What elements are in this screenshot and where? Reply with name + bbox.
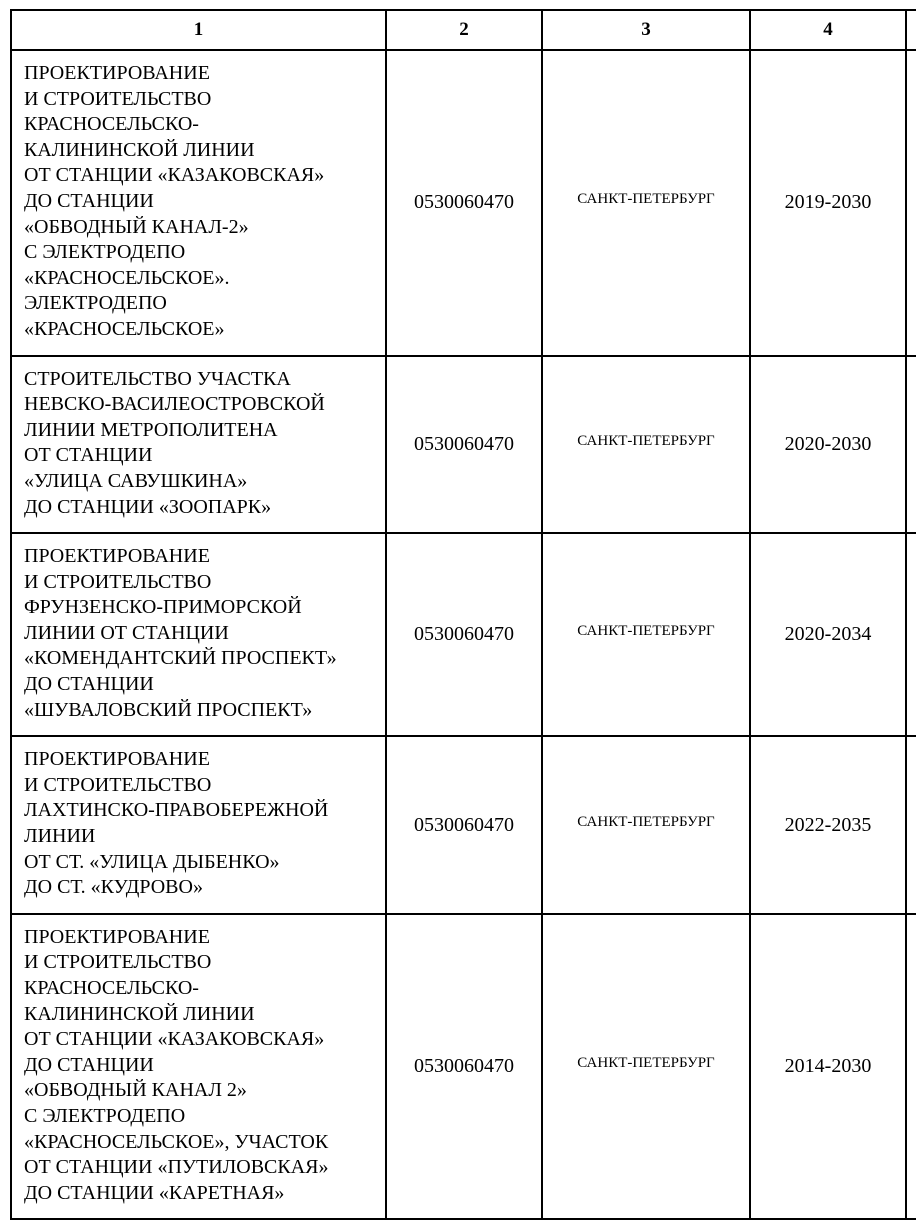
code-cell: 0530060470: [386, 50, 542, 356]
column-header-3: 3: [542, 10, 750, 50]
table-row: [11, 50, 916, 356]
column-header-4: 4: [750, 10, 906, 50]
project-name-cell: ПРОЕКТИРОВАНИЕ И СТРОИТЕЛЬСТВО ЛАХТИНСКО-ПРАВОБЕРЕЖНОЙ ЛИНИИ ОТ СТ. «УЛИЦА ДЫБЕНКО» ДО СТ. «КУДРОВО»: [11, 736, 386, 914]
extra-cell: [906, 736, 916, 914]
table-row: [11, 356, 916, 534]
extra-cell: [906, 356, 916, 534]
project-name-cell: СТРОИТЕЛЬСТВО УЧАСТКА НЕВСКО-ВАСИЛЕОСТРОВСКОЙ ЛИНИИ МЕТРОПОЛИТЕНА ОТ СТАНЦИИ «УЛИЦА САВУШКИНА» ДО СТАНЦИИ «ЗООПАРК»: [11, 356, 386, 534]
extra-cell: [906, 533, 916, 736]
extra-cell: [906, 914, 916, 1220]
code-cell: 0530060470: [386, 914, 542, 1220]
period-cell: 2020-2030: [750, 356, 906, 534]
column-header-1: 1: [11, 10, 386, 50]
region-cell: САНКТ-ПЕТЕРБУРГ: [542, 50, 750, 356]
extra-cell: [906, 50, 916, 356]
period-cell: 2020-2034: [750, 533, 906, 736]
table-row: [11, 914, 916, 1220]
table-row: [11, 736, 916, 914]
period-cell: 2022-2035: [750, 736, 906, 914]
projects-table: [10, 9, 916, 1220]
code-cell: 0530060470: [386, 736, 542, 914]
period-cell: 2019-2030: [750, 50, 906, 356]
region-cell: САНКТ-ПЕТЕРБУРГ: [542, 914, 750, 1220]
period-cell: 2014-2030: [750, 914, 906, 1220]
region-cell: САНКТ-ПЕТЕРБУРГ: [542, 533, 750, 736]
column-header-2: 2: [386, 10, 542, 50]
project-name-cell: ПРОЕКТИРОВАНИЕ И СТРОИТЕЛЬСТВО КРАСНОСЕЛЬСКО- КАЛИНИНСКОЙ ЛИНИИ ОТ СТАНЦИИ «КАЗАКОВСКАЯ» ДО СТАНЦИИ «ОБВОДНЫЙ КАНАЛ 2» С ЭЛЕКТРОДЕПО «КРАСНОСЕЛЬСКОЕ», УЧАСТОК ОТ СТАНЦИИ «ПУТИЛОВСКАЯ» ДО СТАНЦИИ «КАРЕТНАЯ»: [11, 914, 386, 1220]
code-cell: 0530060470: [386, 356, 542, 534]
code-cell: 0530060470: [386, 533, 542, 736]
table-row: [11, 533, 916, 736]
region-cell: САНКТ-ПЕТЕРБУРГ: [542, 356, 750, 534]
column-header-5: [906, 10, 916, 50]
project-name-cell: ПРОЕКТИРОВАНИЕ И СТРОИТЕЛЬСТВО ФРУНЗЕНСКО-ПРИМОРСКОЙ ЛИНИИ ОТ СТАНЦИИ «КОМЕНДАНТСКИЙ ПРОСПЕКТ» ДО СТАНЦИИ «ШУВАЛОВСКИЙ ПРОСПЕКТ»: [11, 533, 386, 736]
region-cell: САНКТ-ПЕТЕРБУРГ: [542, 736, 750, 914]
table-header-row: [11, 10, 916, 50]
project-name-cell: ПРОЕКТИРОВАНИЕ И СТРОИТЕЛЬСТВО КРАСНОСЕЛЬСКО- КАЛИНИНСКОЙ ЛИНИИ ОТ СТАНЦИИ «КАЗАКОВСКАЯ» ДО СТАНЦИИ «ОБВОДНЫЙ КАНАЛ-2» С ЭЛЕКТРОДЕПО «КРАСНОСЕЛЬСКОЕ». ЭЛЕКТРОДЕПО «КРАСНОСЕЛЬСКОЕ»: [11, 50, 386, 356]
